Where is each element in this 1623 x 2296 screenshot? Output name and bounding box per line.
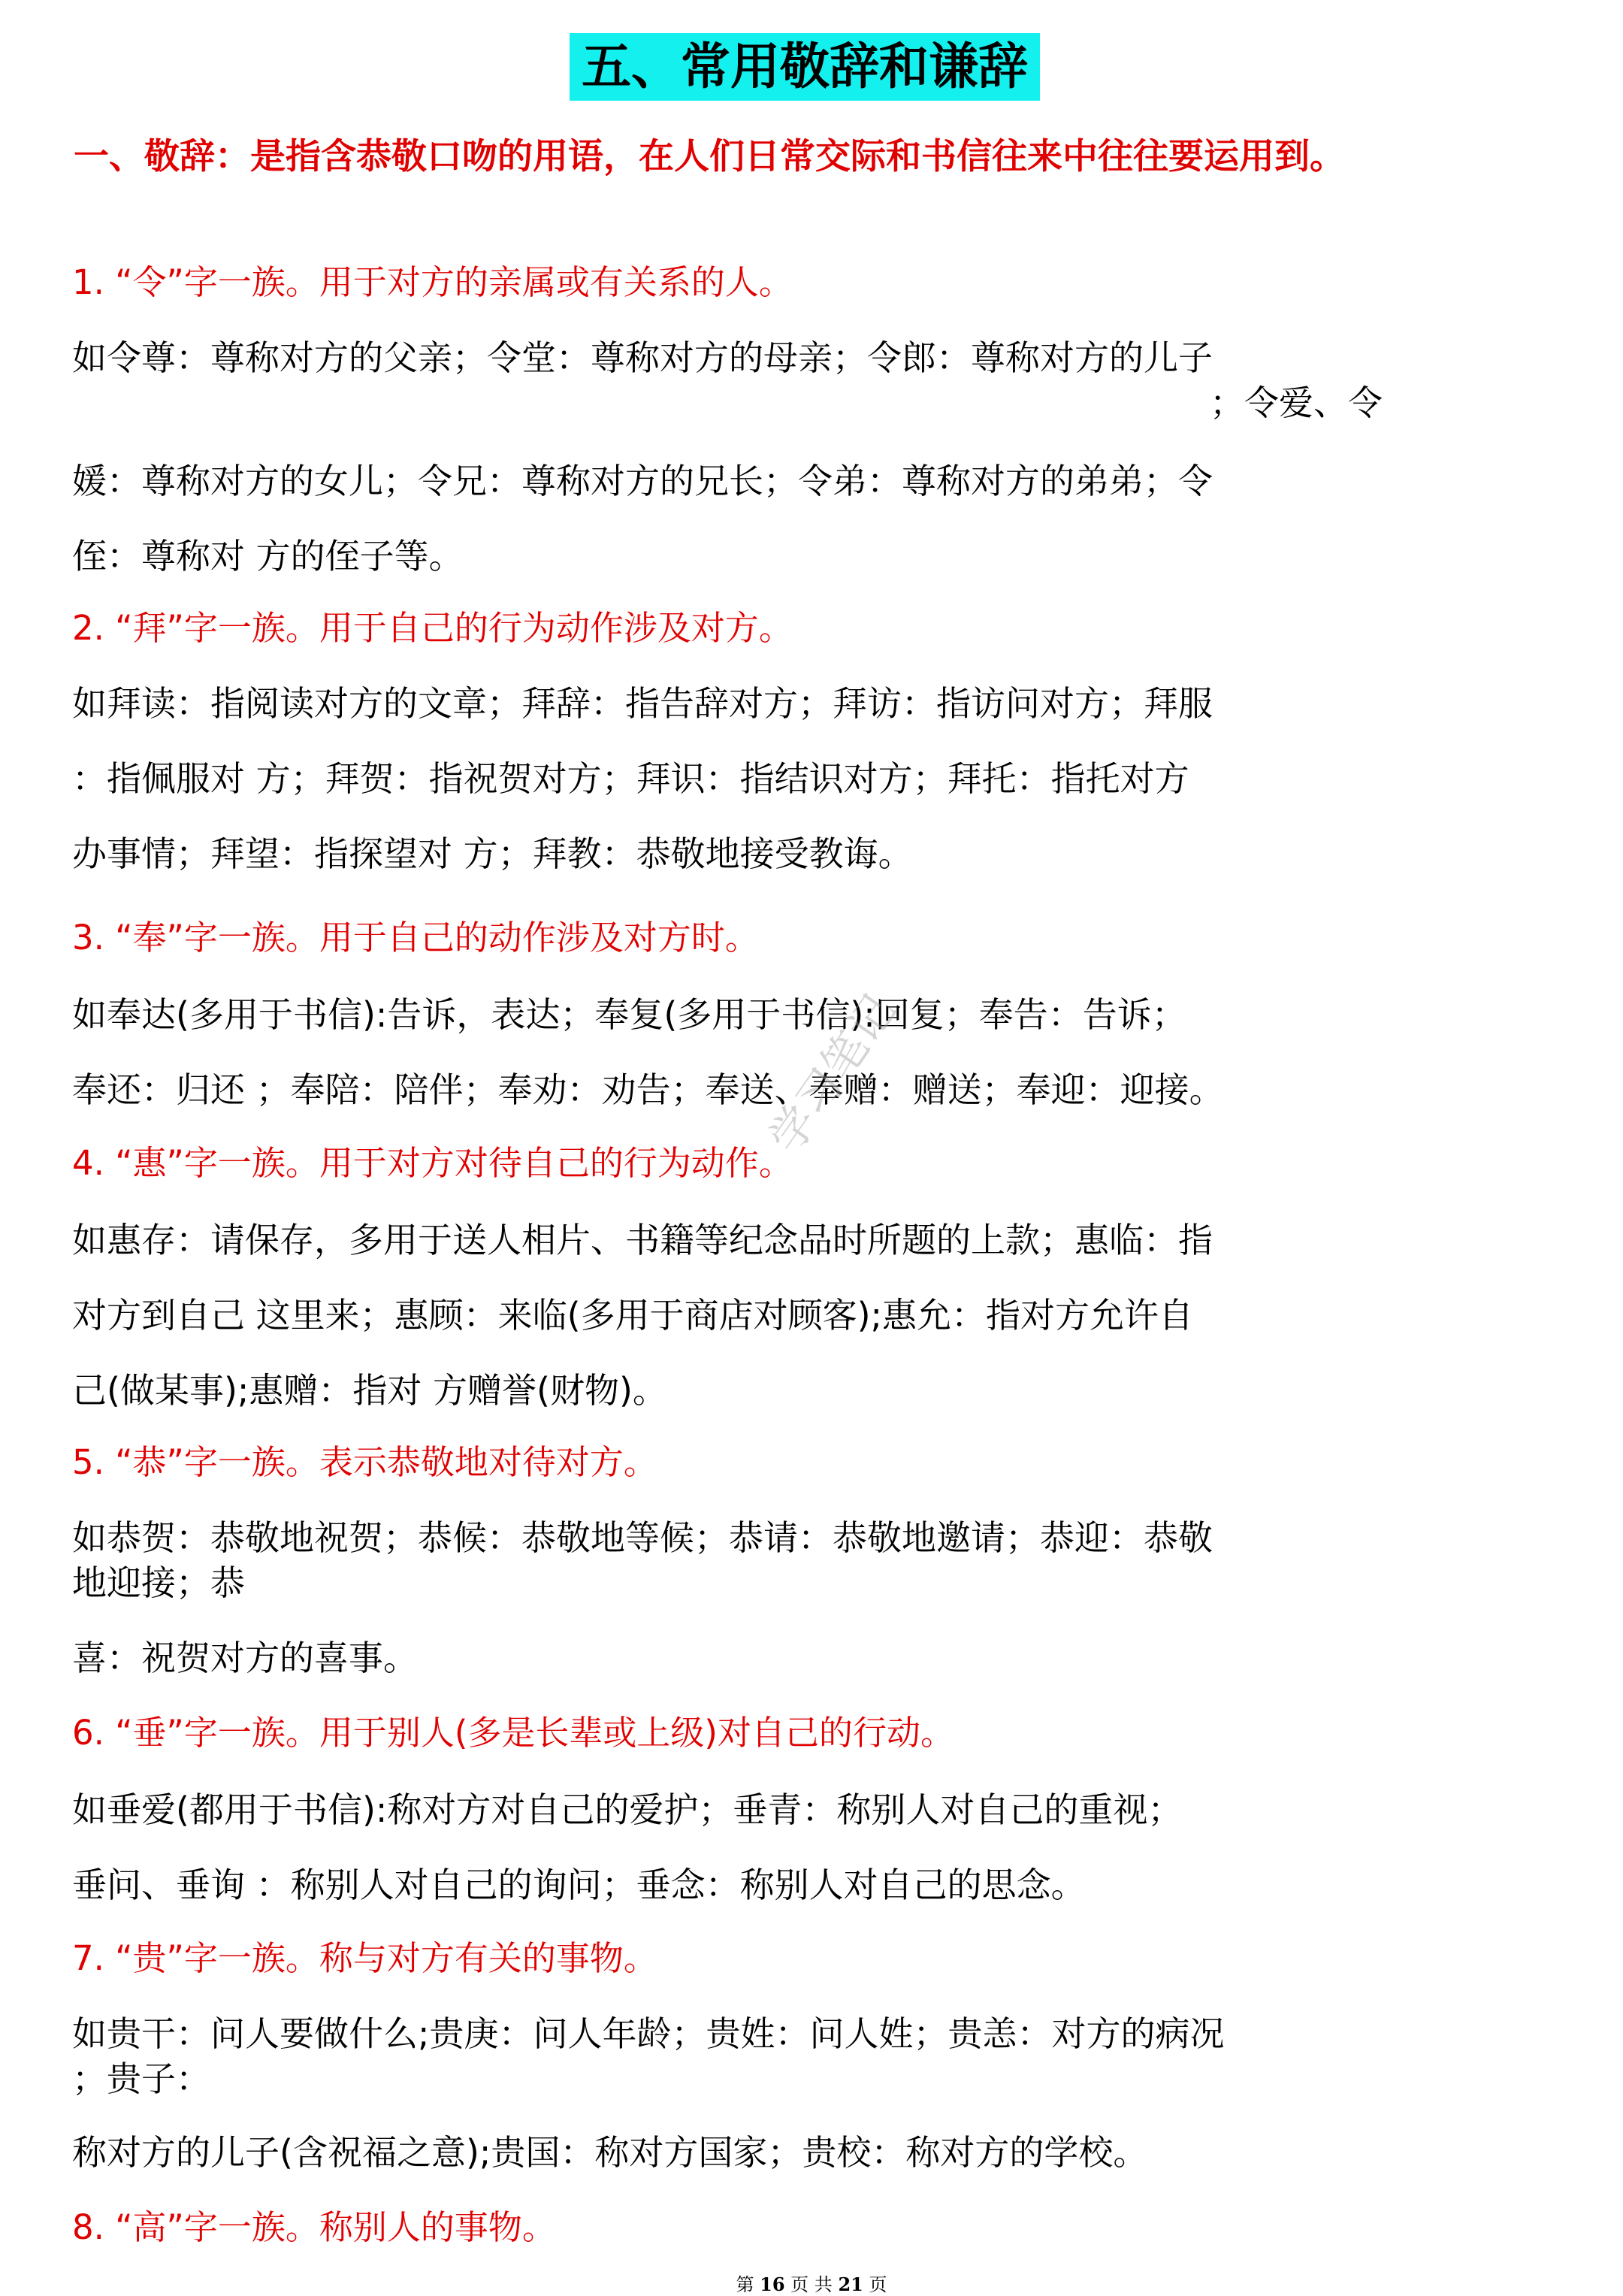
section-line: 对方到自己 这里来；惠顾：来临(多用于商店对顾客);惠允：指对方允许自 [72,1295,1194,1336]
section-line: 垂问、垂询 ：称别人对自己的询问；垂念：称别人对自己的思念。 [72,1865,1086,1905]
section-heading-gao: 8. “高”字一族。称别人的事物。 [72,2207,556,2247]
section-line: ：指佩服对 方；拜贺：指祝贺对方；拜识：指结识对方；拜托：指托对方 [72,758,1189,799]
footer-page-number: 16 [760,2273,785,2295]
section-line: 己(做某事);惠赠：指对 方赠誉(财物)。 [72,1370,667,1411]
section-heading-gui: 7. “贵”字一族。称与对方有关的事物。 [72,1938,657,1978]
section-line: ；令爱、令 [1210,383,1383,423]
footer-post: 页 [869,2274,887,2295]
section-line: 称对方的儿子(含祝福之意);贵国：称对方国家；贵校：称对方的学校。 [72,2132,1148,2173]
intro-head: 一、敬辞： [74,136,250,177]
page-footer [0,2270,1623,2296]
section-line: 如惠存：请保存，多用于送人相片、书籍等纪念品时所题的上款；惠临：指 [72,1220,1213,1260]
watermark: 学习笔记 [759,985,906,1163]
footer-mid: 页 共 [790,2274,833,2295]
page-title: 五、常用敬辞和谦辞 [570,33,1040,101]
section-line: 如垂爱(都用于书信):称对方对自己的爱护；垂青：称别人对自己的重视； [72,1789,1183,1830]
section-line: 地迎接；恭 [72,1562,245,1603]
footer-pre: 第 [736,2274,754,2295]
section-heading-hui: 4. “惠”字一族。用于对方对待自己的行为动作。 [72,1143,793,1183]
section-line: ；贵子： [72,2059,210,2099]
section-line: 如贵干：问人要做什么;贵庚：问人年龄；贵姓：问人姓；贵恙：对方的病况 [72,2013,1225,2054]
section-heading-feng: 3. “奉”字一族。用于自己的动作涉及对方时。 [72,918,759,957]
section-line: 侄：尊称对 方的侄子等。 [72,536,464,576]
section-line: 喜：祝贺对方的喜事。 [72,1638,418,1678]
section-heading-gong: 5. “恭”字一族。表示恭敬地对待对方。 [72,1442,657,1482]
section-line: 如拜读：指阅读对方的文章；拜辞：指告辞对方；拜访：指访问对方；拜服 [72,683,1213,724]
section-line: 办事情；拜望：指探望对 方；拜教：恭敬地接受教诲。 [72,833,913,874]
section-line: 如恭贺：恭敬地祝贺；恭候：恭敬地等候；恭请：恭敬地邀请；恭迎：恭敬 [72,1517,1213,1558]
intro-text: 是指含恭敬口吻的用语，在人们日常交际和书信往来中往往要运用到。 [250,136,1345,177]
intro-paragraph [74,134,1411,180]
section-line: 如令尊：尊称对方的父亲；令堂：尊称对方的母亲；令郎：尊称对方的儿子 [72,337,1213,378]
section-line: 媛：尊称对方的女儿；令兄：尊称对方的兄长；令弟：尊称对方的弟弟；令 [72,461,1213,501]
footer-total-pages: 21 [838,2273,863,2295]
section-heading-ling: 1. “令”字一族。用于对方的亲属或有关系的人。 [72,262,793,302]
section-line: 奉还：归还 ；奉陪：陪伴；奉劝：劝告；奉送、奉赠：赠送；奉迎：迎接。 [72,1069,1224,1110]
section-heading-bai: 2. “拜”字一族。用于自己的行为动作涉及对方。 [72,608,793,648]
section-line: 如奉达(多用于书信):告诉，表达；奉复(多用于书信):回复；奉告：告诉； [72,994,1186,1035]
section-heading-chui: 6. “垂”字一族。用于别人(多是长辈或上级)对自己的行动。 [72,1713,954,1753]
